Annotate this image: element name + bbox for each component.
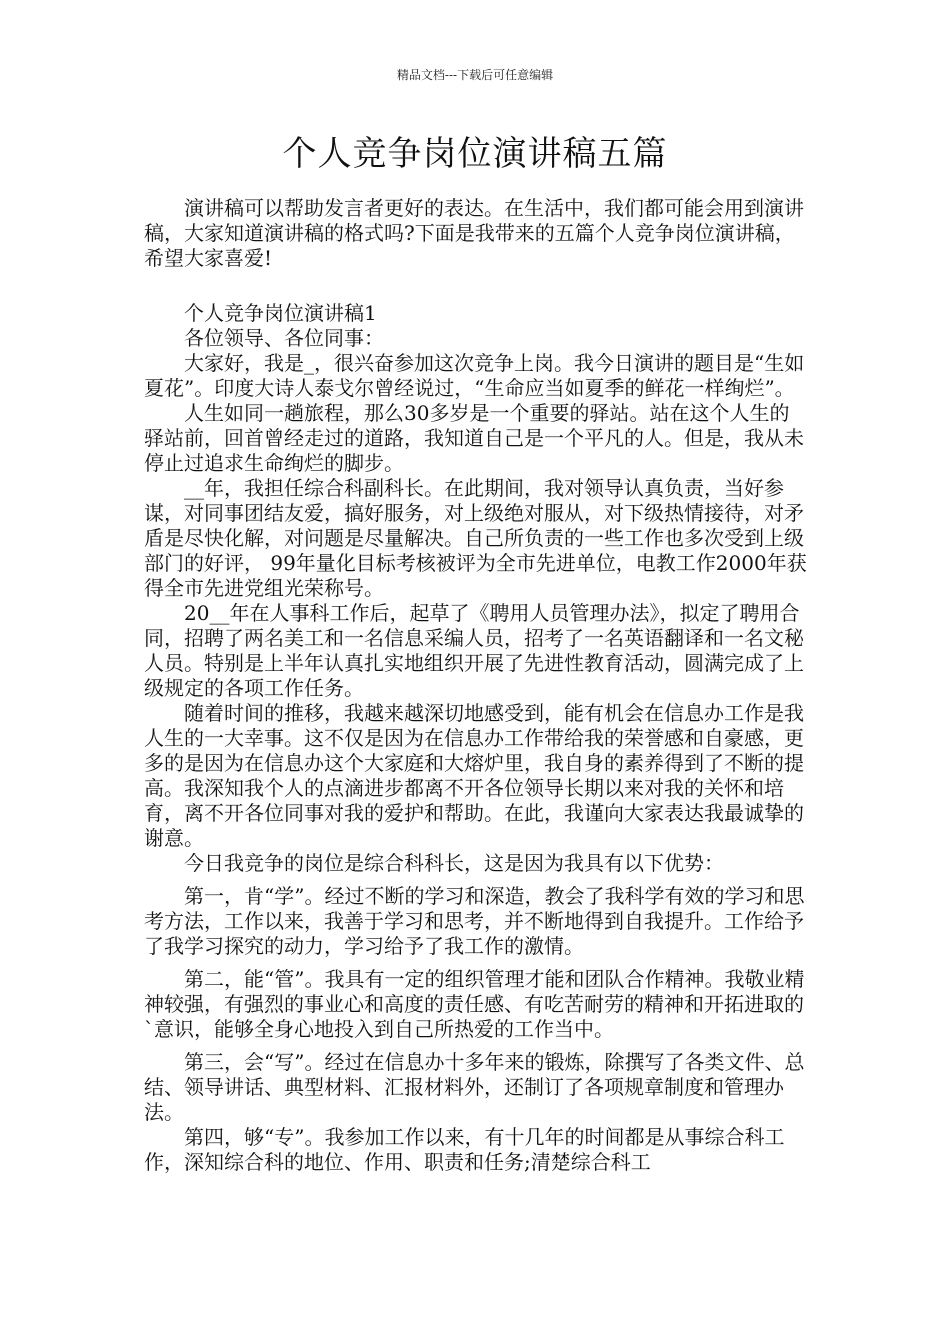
body-paragraph: 大家好，我是_，很兴奋参加这次竞争上岗。我今日演讲的题目是“生如夏花”。印度大诗人泰戈尔曾经说过，“生命应当如夏季的鲜花一样绚烂”。	[144, 351, 805, 400]
body-paragraph: 随着时间的推移，我越来越深切地感受到，能有机会在信息办工作是我人生的一大幸事。这不仅是因为在信息办工作带给我的荣誉感和自豪感，更多的是因为在信息办这个大家庭和大熔炉里，我自身的素养得到了不断的提高。我深知我个人的点滴进步都离不开各位领导长期以来对我的关怀和培育，离不开各位同事对我的爱护和帮助。在此，我谨向大家表达我最诚挚的谢意。	[144, 701, 804, 850]
body-paragraph: 20__年在人事科工作后，起草了《聘用人员管理办法》，拟定了聘用合同，招聘了两名美工和一名信息采编人员，招考了一名英语翻译和一名文秘人员。特别是上半年认真扎实地组织开展了先进性教育活动，圆满完成了上级规定的各项工作任务。	[144, 601, 804, 700]
body-paragraph: __年，我担任综合科副科长。在此期间，我对领导认真负责，当好参谋，对同事团结友爱，搞好服务，对上级绝对服从，对下级热情接待，对矛盾是尽快化解，对问题是尽量解决。自己所负责的一些工作也多次受到上级部门的好评， 99年量化目标考核被评为全市先进单位，电教工作2000年获得全市先进党组光荣称号。	[144, 476, 807, 600]
body-paragraph: 第四，够“专”。我参加工作以来，有十几年的时间都是从事综合科工作，深知综合科的地位、作用、职责和任务;清楚综合科工	[144, 1125, 785, 1174]
body-paragraph: 人生如同一趟旅程，那么30多岁是一个重要的驿站。站在这个人生的驿站前，回首曾经走过的道路，我知道自己是一个平凡的人。但是，我从未停止过追求生命绚烂的脚步。	[144, 401, 804, 475]
document-body	[144, 196, 808, 1175]
intro-paragraph: 演讲稿可以帮助发言者更好的表达。在生活中，我们都可能会用到演讲稿，大家知道演讲稿的格式吗?下面是我带来的五篇个人竞争岗位演讲稿，希望大家喜爱!	[144, 196, 804, 270]
body-paragraph: 今日我竞争的岗位是综合科科长，这是因为我具有以下优势：	[184, 851, 724, 875]
document-title: 个人竞争岗位演讲稿五篇	[282, 134, 668, 174]
page-header: 精品文档---下载后可任意编辑	[396, 68, 554, 82]
body-paragraph: 第二，能“管”。我具有一定的组织管理才能和团队合作精神。我敬业精神较强，有强烈的事业心和高度的责任感、有吃苦耐劳的精神和开拓进取的`意识，能够全身心地投入到自己所热爱的工作当中。	[144, 967, 805, 1041]
body-paragraph: 第一，肯“学”。经过不断的学习和深造，教会了我科学有效的学习和思考方法，工作以来，我善于学习和思考，并不断地得到自我提升。工作给予了我学习探究的动力，学习给予了我工作的激情。	[144, 884, 805, 958]
body-paragraph: 第三，会“写”。经过在信息办十多年来的锻炼，除撰写了各类文件、总结、领导讲话、典型材料、汇报材料外，还制订了各项规章制度和管理办法。	[144, 1050, 805, 1124]
section-heading: 个人竞争岗位演讲稿1	[184, 301, 377, 325]
salutation: 各位领导、各位同事：	[184, 326, 384, 350]
